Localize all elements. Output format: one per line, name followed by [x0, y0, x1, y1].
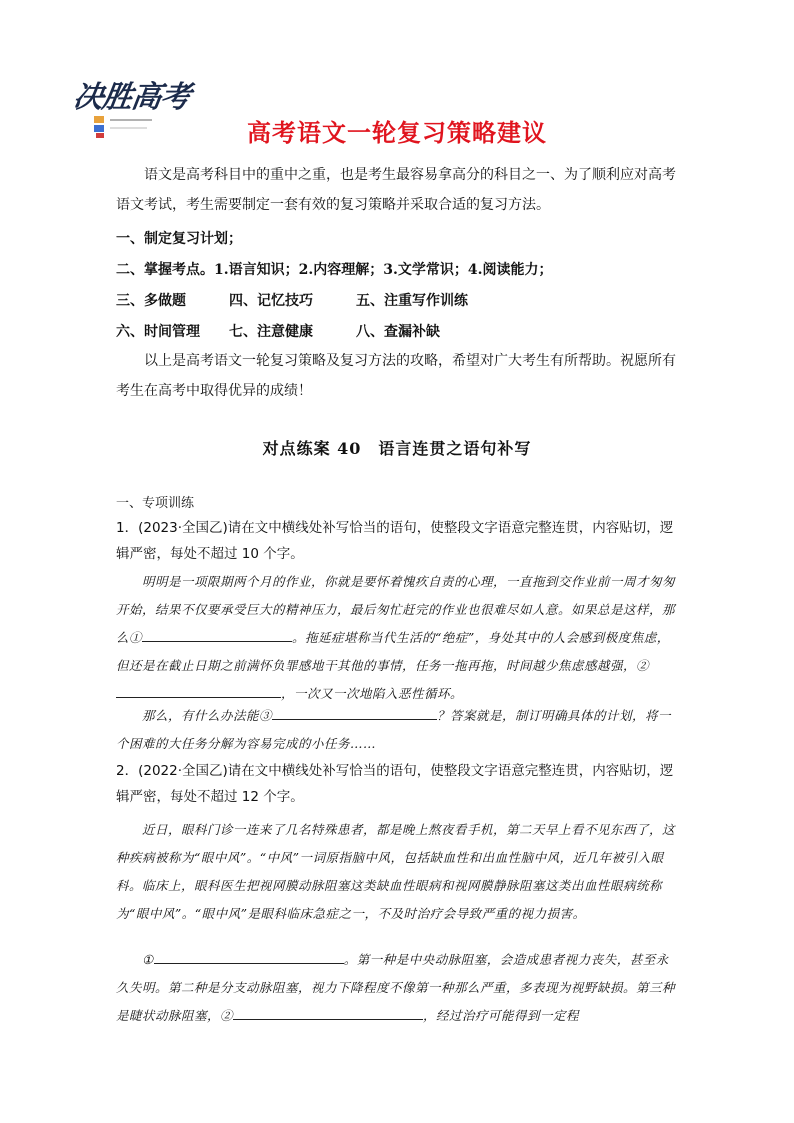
question-2-passage-1	[116, 816, 678, 928]
passage-text: 明明是一项限期两个月的作业，你就是要怀着愧疚自责的心理，一直拖到交作业前一周才匆匆开始，结果不仅要承受巨大的精神压力，最后匆忙赶完的作业也很难尽如人意。如果总是这样，那么①	[116, 574, 676, 645]
passage-text: 。拖延症堪称当代生活的“绝症”，身处其中的人会感到极度焦虑，但还是在截止日期之前满怀负罪感地干其他的事情，任务一拖再拖，时间越少焦虑感越强，②	[116, 630, 670, 673]
answer-blank-3[interactable]	[272, 705, 437, 720]
passage-text: ，一次又一次地陷入恶性循环。	[281, 686, 464, 701]
page-title: 高考语文一轮复习策略建议	[247, 119, 547, 147]
point-row-3	[116, 290, 468, 310]
point-8: 八、查漏补缺	[356, 324, 440, 340]
point-3: 三、多做题	[116, 293, 186, 309]
answer-blank-1[interactable]	[142, 627, 292, 642]
passage-text: 那么，有什么办法能③	[142, 708, 273, 723]
point-line-2: 二、掌握考点。1.语言知识；2.内容理解；3.文学常识；4.阅读能力；	[116, 262, 553, 278]
answer-blank-5[interactable]	[233, 1005, 423, 1020]
point-4: 四、记忆技巧	[229, 293, 313, 309]
point-row-4	[116, 321, 440, 341]
passage-text: 。第一种是中央动脉阻塞，会造成患者视力丧失，甚至永久失明。第二种是分支动脉阻塞，视力下降程度不像第一种那么严重，多表现为视野缺损。第三种是睫状动脉阻塞，②	[116, 952, 676, 1023]
section-heading: 一、专项训练	[116, 496, 195, 511]
question-2-passage-2	[116, 946, 678, 1030]
intro-paragraph: 语文是高考科目中的重中之重，也是考生最容易拿高分的科目之一、为了顺利应对高考语文考试，考生需要制定一套有效的复习策略并采取合适的复习方法。	[116, 167, 676, 213]
exercise-title: 对点练案 40 语言连贯之语句补写	[262, 439, 532, 458]
question-2-prompt: 2．(2022·全国乙)请在文中横线处补写恰当的语句，使整段文字语意完整连贯，内容贴切，逻辑严密，每处不超过 12 个字。	[116, 763, 674, 805]
point-6: 六、时间管理	[116, 324, 200, 340]
question-1-prompt: 1．(2023·全国乙)请在文中横线处补写恰当的语句，使整段文字语意完整连贯，内容贴切，逻辑严密，每处不超过 10 个字。	[116, 520, 674, 562]
passage-text: ，经过治疗可能得到一定程	[423, 1008, 580, 1023]
question-1-passage-1	[116, 568, 678, 708]
passage-text: 近日，眼科门诊一连来了几名特殊患者，都是晚上熬夜看手机，第二天早上看不见东西了，这种疾病被称为“眼中风”。“中风”一词原指脑中风，包括缺血性和出血性脑中风，近几年被引入眼科。临床上，眼科医生把视网膜动脉阻塞这类缺血性眼病和视网膜静脉阻塞这类出血性眼病统称为“眼中风”。“眼中风”是眼科临床急症之一，不及时治疗会导致严重的视力损害。	[116, 822, 676, 921]
answer-blank-4[interactable]	[154, 949, 344, 964]
passage-text: ？答案就是，制订明确具体的计划，将一个困难的大任务分解为容易完成的小任务……	[116, 708, 672, 751]
point-7: 七、注意健康	[229, 324, 313, 340]
question-1-passage-2	[116, 702, 678, 758]
logo-text: 决胜高考	[71, 80, 192, 115]
point-5: 五、注重写作训练	[356, 293, 468, 309]
passage-text: ①	[142, 952, 154, 967]
closing-paragraph: 以上是高考语文一轮复习策略及复习方法的攻略，希望对广大考生有所帮助。祝愿所有考生在高考中取得优异的成绩！	[116, 353, 676, 399]
answer-blank-2[interactable]	[116, 683, 281, 698]
point-line-1: 一、制定复习计划；	[116, 231, 242, 247]
